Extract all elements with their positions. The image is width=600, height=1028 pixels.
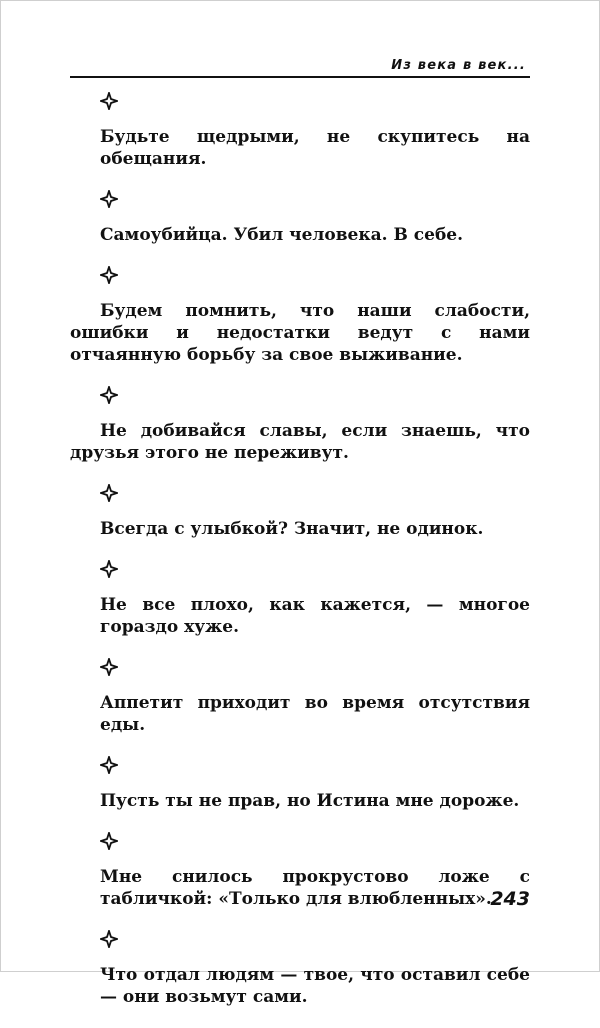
four-point-star-icon bbox=[100, 930, 118, 948]
page-number: 243 bbox=[490, 888, 530, 910]
aphorism-text: Будем помнить, что наши слабости, ошибки и недостатки ведут с нами отчаянную борьбу за свое выживание. bbox=[70, 301, 530, 365]
four-point-star-icon bbox=[100, 266, 118, 284]
aphorism-text: Не добивайся славы, если знаешь, что друзья этого не переживут. bbox=[70, 421, 530, 463]
four-point-star-icon bbox=[100, 484, 118, 502]
aphorism-text: Самоубийца. Убил человека. В себе. bbox=[100, 225, 464, 245]
aphorism-text: Пусть ты не прав, но Истина мне дороже. bbox=[100, 791, 520, 811]
aphorism-text: Всегда с улыбкой? Значит, не одинок. bbox=[100, 519, 484, 539]
aphorism-entry bbox=[100, 658, 530, 736]
header-rule bbox=[70, 76, 530, 78]
aphorism-text: Мне снилось прокрустово ложе с табличкой: «Только для влюбленных». bbox=[100, 867, 530, 909]
four-point-star-icon bbox=[100, 756, 118, 774]
aphorism-text: Аппетит приходит во время отсутствия еды. bbox=[100, 693, 530, 735]
aphorism-entry bbox=[100, 930, 530, 1008]
aphorism-entry bbox=[70, 266, 530, 366]
aphorism-text: Что отдал людям — твое, что оставил себе — они возьмут сами. bbox=[100, 965, 530, 1007]
aphorism-text: Не все плохо, как кажется, — многое гораздо хуже. bbox=[100, 595, 530, 637]
aphorism-entry bbox=[100, 92, 530, 170]
four-point-star-icon bbox=[100, 832, 118, 850]
aphorism-entry bbox=[100, 832, 530, 910]
four-point-star-icon bbox=[100, 190, 118, 208]
aphorism-list bbox=[70, 92, 530, 1028]
four-point-star-icon bbox=[100, 560, 118, 578]
four-point-star-icon bbox=[100, 386, 118, 404]
four-point-star-icon bbox=[100, 658, 118, 676]
aphorism-entry bbox=[100, 560, 530, 638]
aphorism-entry bbox=[100, 756, 530, 812]
running-title: Из века в век... bbox=[391, 58, 526, 73]
running-header bbox=[70, 56, 530, 78]
aphorism-entry bbox=[70, 386, 530, 464]
aphorism-entry bbox=[100, 190, 530, 246]
four-point-star-icon bbox=[100, 92, 118, 110]
aphorism-text: Будьте щедрыми, не скупитесь на обещания. bbox=[100, 127, 530, 169]
aphorism-entry bbox=[100, 484, 530, 540]
